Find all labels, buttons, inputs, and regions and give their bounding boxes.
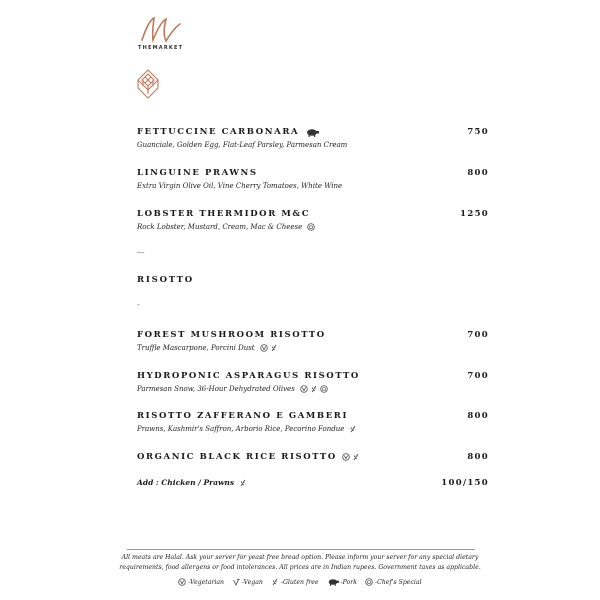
pork-icon	[327, 578, 339, 586]
gluten-free-icon	[352, 453, 360, 461]
item-description: Extra Virgin Olive Oil, Vine Cherry Tomatoes, White Wine	[137, 182, 343, 190]
item-price: 800	[467, 168, 489, 178]
item-description: Prawns, Kashmir's Saffron, Arborio Rice, Pecorino Fondue	[137, 425, 345, 433]
item-description: Guanciale, Golden Egg, Flat-Leaf Parsley, Parmesan Cream	[137, 141, 348, 149]
brand-name: THEMARKET	[138, 45, 184, 51]
chef-special-icon	[320, 385, 328, 393]
gluten-free-icon	[239, 479, 247, 487]
footer-divider	[127, 549, 475, 550]
item-price: 800	[467, 452, 489, 462]
pork-icon	[305, 128, 319, 137]
menu-item-forest-mushroom-risotto	[137, 330, 489, 352]
item-price: 700	[467, 371, 489, 381]
brand-logo	[136, 14, 188, 54]
item-name: LINGUINE PRAWNS	[137, 168, 258, 178]
item-name: RISOTTO ZAFFERANO E GAMBERI	[137, 411, 349, 421]
item-description: Parmesan Snow, 36-Hour Dehydrated Olives	[137, 385, 295, 393]
item-description: Rock Lobster, Mustard, Cream, Mac & Cheese	[137, 223, 303, 231]
section-divider: -	[137, 301, 140, 309]
section-title-risotto: RISOTTO	[137, 275, 194, 285]
vegetarian-icon	[342, 453, 350, 461]
separator: ---	[137, 249, 145, 257]
footer-note: All meats are Halal. Ask your server for yeast free bread option. Please inform your server for any special dietary requirements, food allergens or food intolerances. All prices are in Indian rupees. Government taxes as applicable.	[119, 554, 481, 571]
item-price: 800	[467, 411, 489, 421]
addon-row	[137, 478, 489, 487]
gluten-free-icon	[270, 344, 278, 352]
vegetarian-icon	[178, 578, 186, 586]
item-name: HYDROPONIC ASPARAGUS RISOTTO	[137, 371, 360, 381]
menu-item-hydroponic-asparagus-risotto	[137, 371, 489, 393]
gluten-free-icon	[310, 385, 318, 393]
chef-special-icon	[307, 223, 315, 231]
legend-vegan: -Vegan	[242, 578, 263, 586]
emblem-icon	[137, 69, 159, 99]
menu-item-linguine-prawns	[137, 168, 489, 190]
addon-price: 100/150	[441, 478, 489, 488]
item-description: Truffle Mascarpone, Porcini Dust	[137, 344, 255, 352]
vegan-icon	[232, 578, 240, 586]
item-name: FOREST MUSHROOM RISOTTO	[137, 330, 326, 340]
item-price: 750	[467, 127, 489, 137]
addon-label: Add : Chicken / Prawns	[137, 478, 235, 487]
item-price: 1250	[460, 209, 489, 219]
legend-gluten-free: -Gluten free	[280, 578, 319, 586]
item-price: 700	[467, 330, 489, 340]
gluten-free-icon	[349, 425, 357, 433]
vegetarian-icon	[260, 344, 268, 352]
item-name: ORGANIC BLACK RICE RISOTTO	[137, 452, 337, 462]
chef-special-icon	[365, 578, 373, 586]
item-name: LOBSTER THERMIDOR M&C	[137, 209, 311, 219]
menu-item-fettuccine-carbonara	[137, 127, 489, 149]
menu-item-lobster-thermidor	[137, 209, 489, 231]
menu-item-organic-black-rice-risotto	[137, 452, 489, 462]
legend-pork: -Pork	[340, 578, 357, 586]
item-name: FETTUCCINE CARBONARA	[137, 127, 300, 137]
dietary-legend	[118, 578, 482, 586]
legend-chef-special: -Chef's Special	[374, 578, 422, 586]
brand-monogram-icon	[136, 14, 184, 44]
vegetarian-icon	[300, 385, 308, 393]
menu-item-risotto-zafferano	[137, 411, 489, 433]
legend-vegetarian: -Vegetarian	[188, 578, 225, 586]
gluten-free-icon	[271, 578, 279, 586]
